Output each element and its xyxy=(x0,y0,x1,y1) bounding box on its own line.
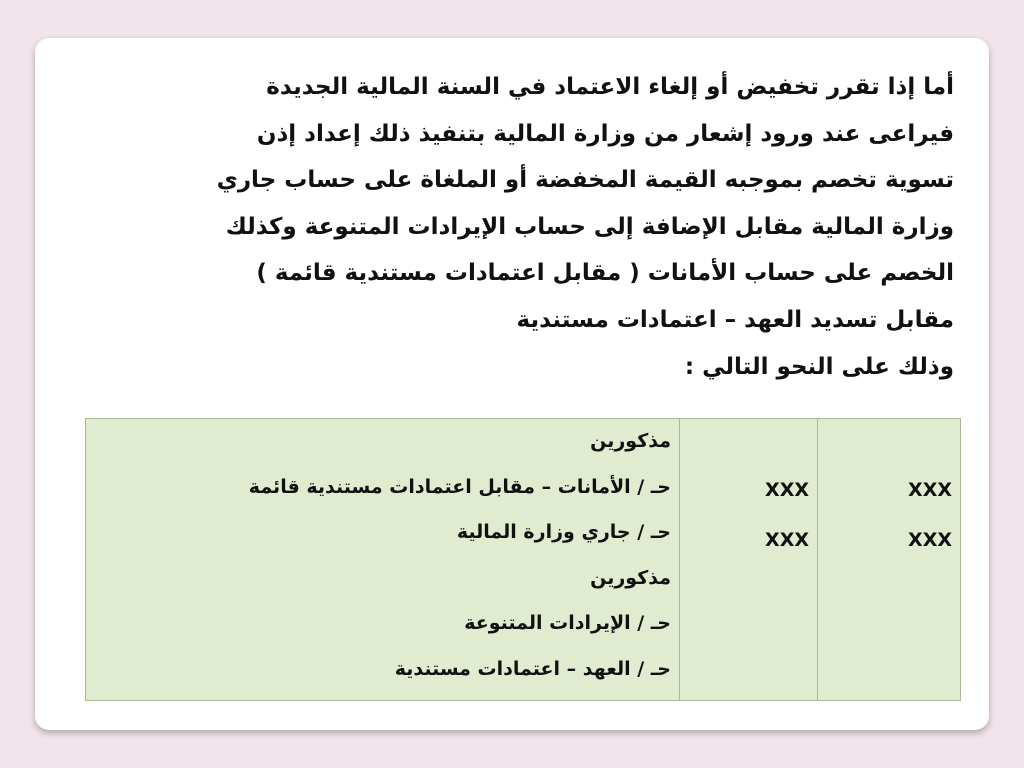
debit-amount-cell xyxy=(680,419,818,701)
body-paragraph xyxy=(70,64,954,390)
paragraph-line: تسوية تخصم بموجبه القيمة المخفضة أو الملغاة على حساب جاري xyxy=(216,167,954,194)
description-cell xyxy=(86,419,680,701)
credit-amount-cell xyxy=(818,419,961,701)
entry-line: مذكورين xyxy=(590,566,671,589)
paragraph-line: مقابل تسديد العهد – اعتمادات مستندية xyxy=(516,306,954,333)
entry-line: مذكورين xyxy=(590,430,671,452)
entry-line: حـ / الإيرادات المتنوعة xyxy=(464,612,671,634)
paragraph-line: أما إذا تقرر تخفيض أو إلغاء الاعتماد في السنة المالية الجديدة xyxy=(266,74,954,100)
paragraph-line: وذلك على النحو التالي : xyxy=(684,353,954,380)
credit-amount: XXX xyxy=(908,479,952,501)
paragraph-line: وزارة المالية مقابل الإضافة إلى حساب الإيرادات المتنوعة وكذلك xyxy=(225,213,954,240)
table-row xyxy=(86,419,961,701)
entry-line: حـ / العهد – اعتمادات مستندية xyxy=(394,657,671,680)
debit-amount: XXX xyxy=(765,529,809,551)
journal-entry-table xyxy=(85,418,961,701)
debit-amount: XXX xyxy=(765,479,809,501)
credit-amount: XXX xyxy=(908,529,952,551)
entry-line: حـ / الأمانات – مقابل اعتمادات مستندية قائمة xyxy=(248,475,671,498)
entry-line: حـ / جاري وزارة المالية xyxy=(456,521,671,543)
paragraph-line: الخصم على حساب الأمانات ( مقابل اعتمادات مستندية قائمة ) xyxy=(256,260,954,287)
paragraph-line: فيراعى عند ورود إشعار من وزارة المالية بتنفيذ ذلك إعداد إذن xyxy=(256,120,954,147)
